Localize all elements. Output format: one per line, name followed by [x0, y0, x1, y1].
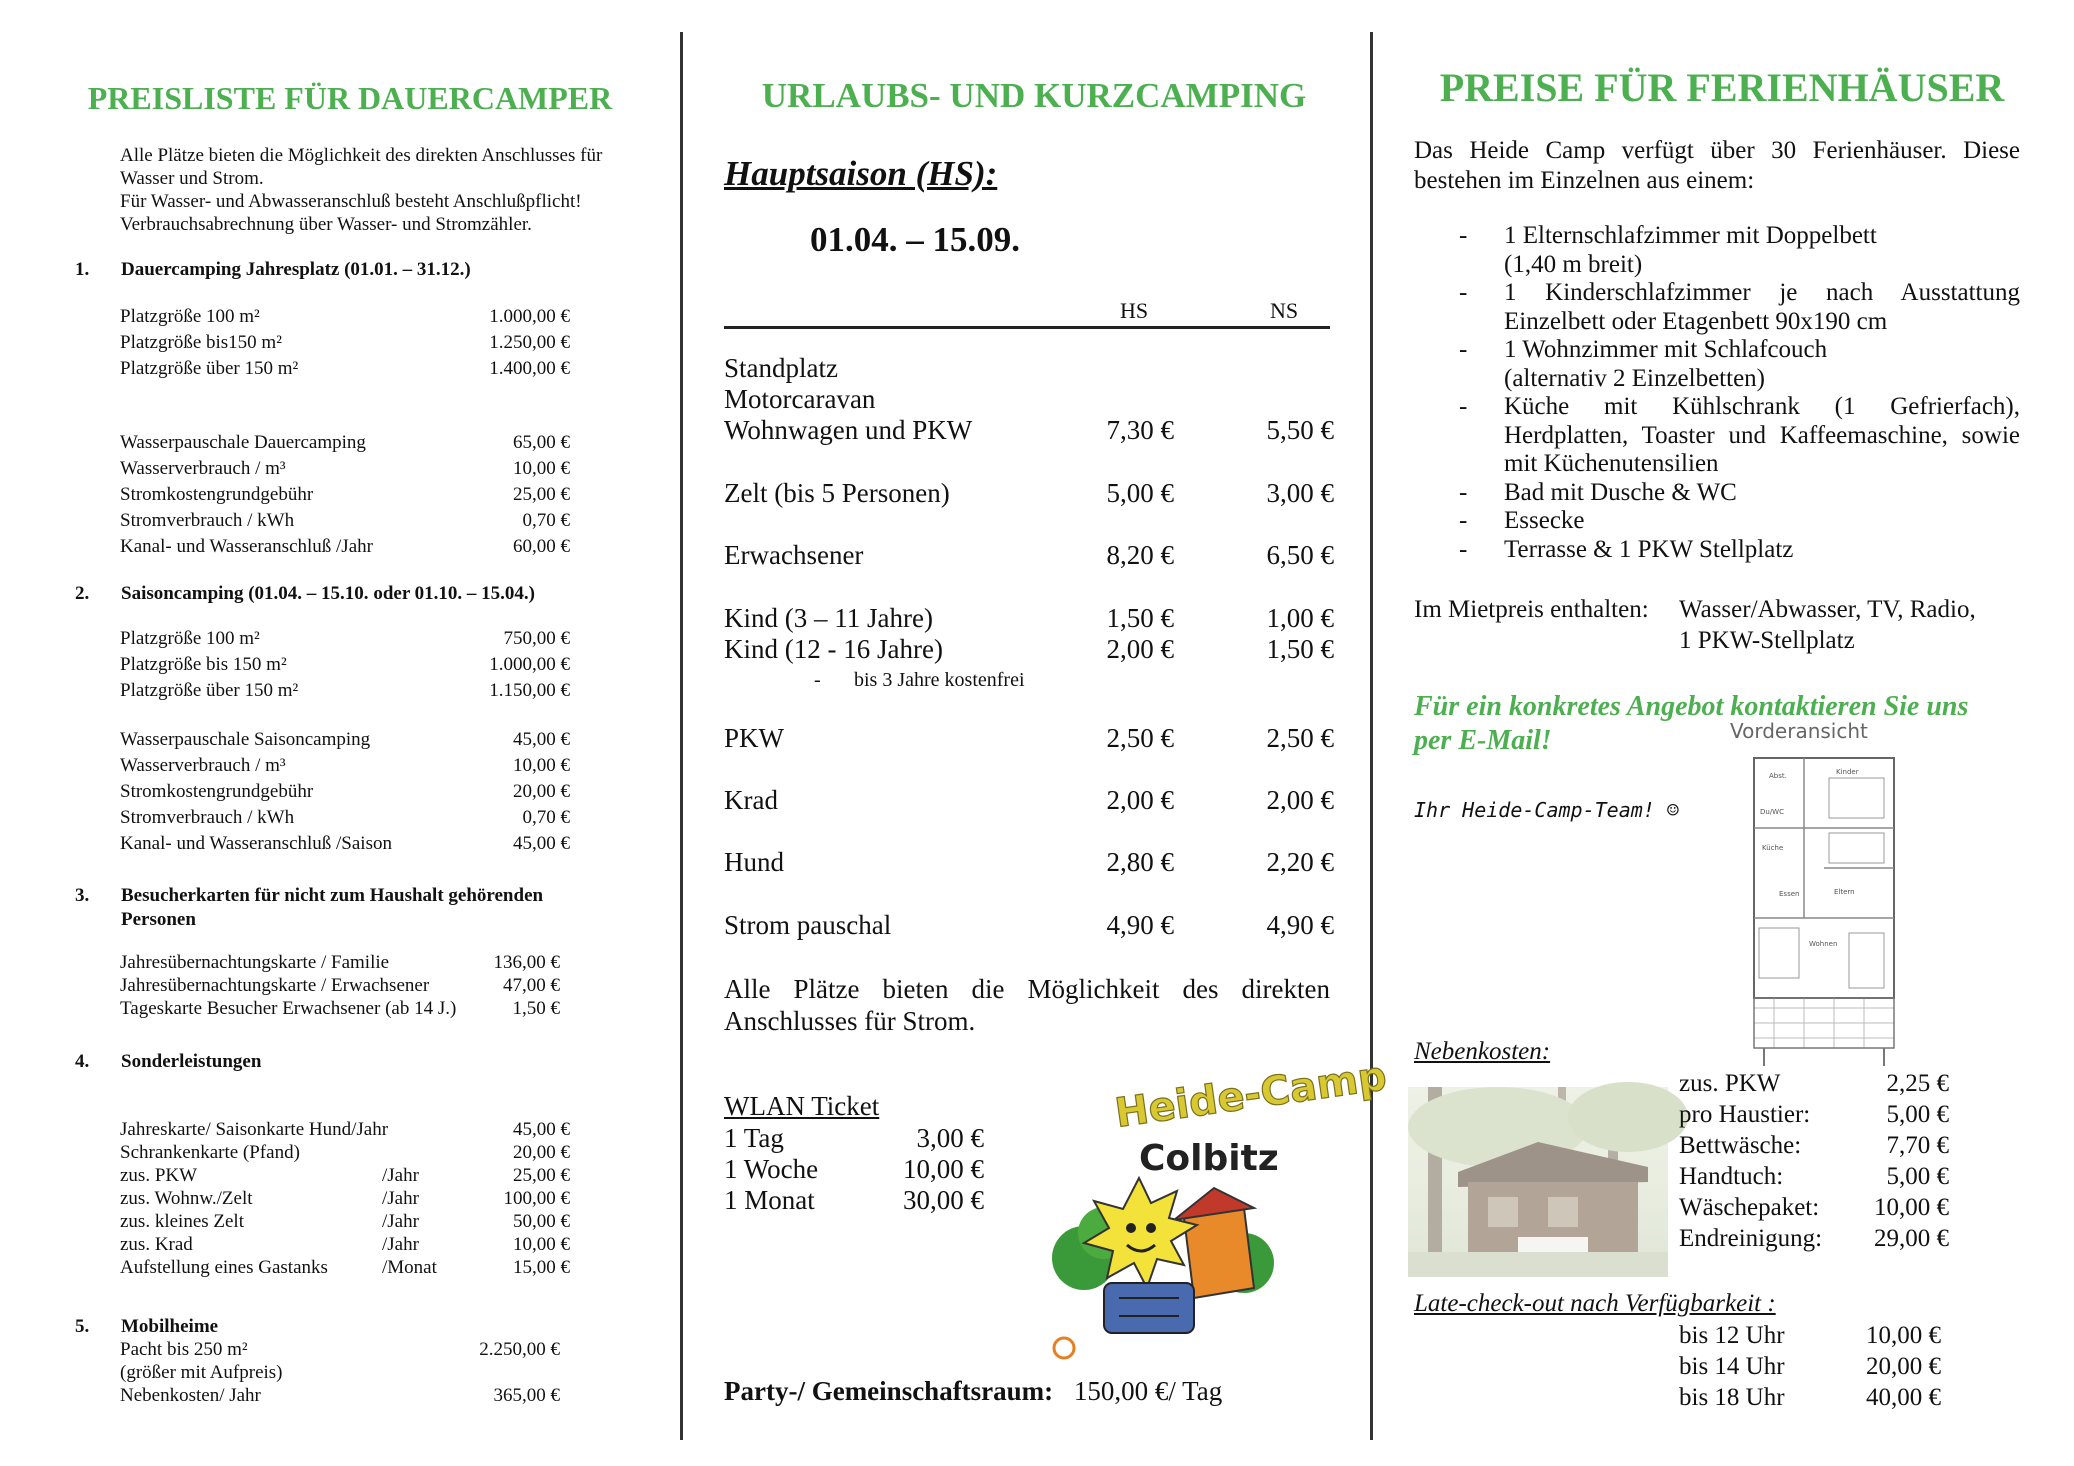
table-row	[724, 909, 1344, 941]
item-label: Stromverbrauch / kWh	[120, 510, 295, 531]
note-line: Anschlusses für Strom.	[724, 1006, 976, 1036]
floor-plan-graphic	[1724, 718, 1924, 1078]
item-label: Kanal- und Wasseranschluß /Saison	[120, 833, 392, 854]
item-label: Pacht bis 250 m²	[120, 1339, 248, 1360]
item-label: Jahresübernachtungskarte / Erwachsener	[120, 975, 430, 996]
item-price: 25,00 €	[513, 1165, 570, 1186]
logo-text-colbitz: Colbitz	[1139, 1138, 1279, 1179]
price-ns: 3,00 €	[1266, 478, 1334, 508]
table-row	[724, 722, 1344, 754]
intro-line: Für Wasser- und Abwasseranschluß besteht Anschlußpflicht!	[120, 191, 582, 212]
late-price: 10,00 €	[1866, 1322, 1941, 1349]
price-hs: 4,90 €	[1106, 910, 1174, 940]
price-list-jahresplatz-nebenkosten	[120, 431, 570, 561]
section-number: 5.	[75, 1316, 90, 1337]
item-label: Wasserpauschale Saisoncamping	[120, 729, 371, 750]
title-kurzcamping: URLAUBS- UND KURZCAMPING	[761, 76, 1307, 115]
row-label: Krad	[724, 785, 778, 815]
item-label: Platzgröße 100 m²	[120, 628, 260, 649]
title-ferienhaeuser: PREISE FÜR FERIENHÄUSER	[1439, 65, 2005, 110]
item-price: 10,00 €	[513, 1234, 570, 1255]
cabin-graphic	[1408, 1087, 1668, 1277]
item-price: 10,00 €	[513, 755, 570, 776]
fee-price: 5,00 €	[1886, 1163, 1949, 1190]
team-signature: Ihr Heide-Camp-Team! ☺	[1414, 798, 1679, 822]
item-price: 0,70 €	[522, 807, 570, 828]
late-price: 40,00 €	[1866, 1384, 1941, 1411]
wlan-duration: 1 Monat	[724, 1185, 815, 1215]
contact-note: Für ein konkretes Angebot kontaktieren Sie uns per E-Mail!	[1414, 691, 1969, 756]
nebenkosten-title: Nebenkosten:	[1414, 1038, 1551, 1065]
list-item: - Bad mit Dusche & WC	[1459, 478, 1737, 506]
plan-label-kinder: Kinder	[1836, 768, 1859, 776]
table-row	[724, 633, 1344, 665]
late-checkout-list	[1679, 1322, 1941, 1415]
item-label: Tageskarte Besucher Erwachsener (ab 14 J.)	[120, 998, 457, 1019]
table-row	[724, 846, 1344, 878]
party-room	[724, 1375, 1344, 1407]
wlan-price: 30,00 €	[903, 1185, 984, 1215]
season-dates: 01.04. – 15.09.	[810, 220, 1020, 259]
floor-plan	[1724, 718, 1924, 1078]
row-label: Wohnwagen und PKW	[724, 415, 973, 445]
item-period: /Jahr	[382, 1188, 419, 1209]
section-number: 1.	[75, 259, 90, 280]
party-label: Party-/ Gemeinschaftsraum:	[724, 1376, 1054, 1406]
item-price: 1.150,00 €	[489, 680, 570, 701]
item-label: Stromkostengrundgebühr	[120, 781, 314, 802]
cabin-photo	[1408, 1087, 1668, 1277]
fee-label: pro Haustier:	[1679, 1101, 1811, 1128]
item-label: zus. kleines Zelt	[120, 1211, 244, 1232]
section-title: Mobilheime	[121, 1316, 219, 1337]
price-ns: 1,00 €	[1266, 603, 1334, 633]
fee-label: zus. PKW	[1679, 1070, 1781, 1097]
late-time: bis 14 Uhr	[1679, 1353, 1785, 1380]
item-price: 1.400,00 €	[489, 358, 570, 379]
item-label: Aufstellung eines Gastanks	[120, 1257, 328, 1278]
floor-plan-title: Vorderansicht	[1730, 719, 1868, 743]
item-price: 25,00 €	[513, 484, 570, 505]
late-price: 20,00 €	[1866, 1353, 1941, 1380]
price-list-sonderleistungen	[120, 1118, 570, 1279]
row-label: Erwachsener	[724, 540, 864, 570]
section-jahresplatz	[75, 258, 635, 284]
section-sonderleistungen	[75, 1050, 655, 1074]
item-label: Wasserverbrauch / m³	[120, 458, 286, 479]
table-row	[724, 539, 1344, 571]
price-ns: 5,50 €	[1266, 415, 1334, 445]
item-price: 60,00 €	[513, 536, 570, 557]
item-label: Jahresübernachtungskarte / Familie	[120, 952, 390, 973]
price-ns: 2,20 €	[1266, 847, 1334, 877]
price-hs: 1,50 €	[1106, 603, 1174, 633]
item-price: 50,00 €	[513, 1211, 570, 1232]
intro-ferienhaeuser: Das Heide Camp verfügt über 30 Ferienhäuser. Diese bestehen im Einzelnen aus einem:	[1414, 137, 2020, 194]
price-list-saisoncamping-nebenkosten	[120, 728, 570, 858]
included-value: Wasser/Abwasser, TV, Radio, 1 PKW-Stellplatz	[1679, 596, 1976, 654]
fee-price: 10,00 €	[1874, 1194, 1949, 1221]
note-line: Alle Plätze bieten die Möglichkeit des direkten	[724, 974, 1330, 1004]
plan-label-kueche: Küche	[1762, 844, 1784, 852]
section-title: Dauercamping Jahresplatz (01.01. – 31.12.)	[121, 259, 471, 280]
column-divider-right	[1370, 32, 1373, 1440]
price-ns: 2,00 €	[1266, 785, 1334, 815]
row-label: Kind (3 – 11 Jahre)	[724, 603, 933, 633]
feature-list	[1414, 222, 2020, 564]
section-title: Besucherkarten für nicht zum Haushalt gehörenden	[121, 885, 544, 906]
late-time: bis 12 Uhr	[1679, 1322, 1785, 1349]
row-label: Hund	[724, 847, 784, 877]
intro-dauercamper	[120, 144, 680, 236]
table-header	[724, 298, 1330, 329]
section-title: Saisoncamping (01.04. – 15.10. oder 01.10. – 15.04.)	[121, 583, 535, 604]
fee-price: 7,70 €	[1886, 1132, 1949, 1159]
item-label: Platzgröße über 150 m²	[120, 680, 299, 701]
item-price: 1,50 €	[512, 998, 560, 1019]
wlan-section	[724, 1090, 984, 1215]
row-label: Strom pauschal	[724, 910, 892, 940]
price-hs: 8,20 €	[1106, 540, 1174, 570]
item-label: Kanal- und Wasseranschluß /Jahr	[120, 536, 373, 557]
category-label: Standplatz	[724, 353, 838, 383]
item-label: zus. PKW	[120, 1165, 198, 1186]
price-hs: 7,30 €	[1106, 415, 1174, 445]
item-label: Wasserverbrauch / m³	[120, 755, 286, 776]
intro-line: Wasser und Strom.	[120, 168, 264, 189]
heide-camp-logo	[1044, 1053, 1390, 1363]
table-row	[724, 477, 1344, 509]
item-price: 45,00 €	[513, 833, 570, 854]
item-price: 136,00 €	[493, 952, 560, 973]
price-list-mobilheime	[120, 1338, 560, 1407]
column-hs-header: HS	[1120, 298, 1149, 323]
list-item: - Küche mit Kühlschrank (1 Gefrierfach), Herdplatten, Toaster und Kaffeemaschine, sowie mit Küchenutensilien	[1459, 393, 2020, 477]
price-hs: 2,80 €	[1106, 847, 1174, 877]
section-title-cont: Personen	[121, 909, 196, 930]
fee-label: Handtuch:	[1679, 1163, 1784, 1190]
section-number: 3.	[75, 885, 90, 906]
section-mobilheime	[75, 1315, 655, 1339]
wlan-title: WLAN Ticket	[724, 1091, 880, 1121]
section-title: Sonderleistungen	[121, 1051, 262, 1072]
column-divider-left	[680, 32, 683, 1440]
price-hs: 2,00 €	[1106, 785, 1174, 815]
item-label: Platzgröße bis 150 m²	[120, 654, 287, 675]
price-hs: 2,00 €	[1106, 634, 1174, 664]
item-price: 20,00 €	[513, 1142, 570, 1163]
price-ns: 6,50 €	[1266, 540, 1334, 570]
plan-label-abst: Abst.	[1769, 772, 1787, 780]
item-period: /Jahr	[382, 1234, 419, 1255]
intro-line: Verbrauchsabrechnung über Wasser- und Stromzähler.	[120, 214, 532, 235]
price-ns: 2,50 €	[1266, 723, 1334, 753]
item-period: /Jahr	[382, 1165, 419, 1186]
nebenkosten-list	[1679, 1070, 1949, 1256]
price-hs: 5,00 €	[1106, 478, 1174, 508]
list-item: - 1 Wohnzimmer mit Schlafcouch (alternativ 2 Einzelbetten)	[1459, 336, 1828, 392]
item-price: 1.000,00 €	[489, 306, 570, 327]
item-label: (größer mit Aufpreis)	[120, 1362, 283, 1383]
section-number: 4.	[75, 1051, 90, 1072]
section-saisoncamping	[75, 582, 655, 608]
logo-graphic	[1044, 1053, 1390, 1363]
list-item: - 1 Elternschlafzimmer mit Doppelbett (1,40 m breit)	[1459, 222, 1877, 278]
item-label: Schrankenkarte (Pfand)	[120, 1142, 300, 1163]
price-list-jahresplatz	[120, 305, 570, 383]
item-price: 20,00 €	[513, 781, 570, 802]
item-price: 10,00 €	[513, 458, 570, 479]
strom-note	[724, 973, 1330, 1037]
item-label: Jahreskarte/ Saisonkarte Hund/Jahr	[120, 1119, 389, 1140]
free-note-text: bis 3 Jahre kostenfrei	[854, 669, 1025, 691]
price-ns: 4,90 €	[1266, 910, 1334, 940]
table-row	[724, 414, 1344, 446]
wlan-duration: 1 Tag	[724, 1123, 784, 1153]
plan-label-wohnen: Wohnen	[1809, 940, 1838, 948]
item-price: 100,00 €	[503, 1188, 570, 1209]
price-ns: 1,50 €	[1266, 634, 1334, 664]
free-note-dash: -	[814, 669, 821, 691]
item-price: 65,00 €	[513, 432, 570, 453]
item-price: 15,00 €	[513, 1257, 570, 1278]
price-hs: 2,50 €	[1106, 723, 1174, 753]
item-period: /Monat	[382, 1257, 437, 1278]
section-number: 2.	[75, 583, 90, 604]
column-ns-header: NS	[1270, 298, 1299, 323]
season-heading: Hauptsaison (HS):	[724, 154, 998, 193]
item-price: 0,70 €	[522, 510, 570, 531]
row-label: Kind (12 - 16 Jahre)	[724, 634, 943, 664]
item-label: Stromkostengrundgebühr	[120, 484, 314, 505]
fee-label: Endreinigung:	[1679, 1225, 1823, 1252]
included-label: Im Mietpreis enthalten:	[1414, 596, 1649, 623]
item-price: 2.250,00 €	[479, 1339, 560, 1360]
wlan-price: 10,00 €	[903, 1154, 984, 1184]
row-label: Zelt (bis 5 Personen)	[724, 478, 950, 508]
item-label: Nebenkosten/ Jahr	[120, 1385, 261, 1406]
list-item: - Terrasse & 1 PKW Stellplatz	[1459, 535, 1794, 563]
category-label: Motorcaravan	[724, 384, 876, 414]
price-list-besucherkarten	[120, 951, 560, 1020]
wlan-duration: 1 Woche	[724, 1154, 819, 1184]
item-label: zus. Krad	[120, 1234, 193, 1255]
table-row	[724, 784, 1344, 816]
plan-label-eltern: Eltern	[1834, 888, 1855, 896]
fee-price: 2,25 €	[1886, 1070, 1949, 1097]
table-row	[724, 602, 1344, 634]
section-besucherkarten	[75, 884, 655, 932]
list-item: - Essecke	[1459, 507, 1585, 534]
item-price: 365,00 €	[493, 1385, 560, 1406]
item-price: 45,00 €	[513, 1119, 570, 1140]
item-label: Platzgröße bis150 m²	[120, 332, 282, 353]
party-price: 150,00 €/ Tag	[1073, 1376, 1223, 1406]
wlan-price: 3,00 €	[916, 1123, 984, 1153]
row-label: PKW	[724, 723, 784, 753]
item-price: 1.250,00 €	[489, 332, 570, 353]
fee-label: Bettwäsche:	[1679, 1132, 1802, 1159]
late-checkout-title: Late-check-out nach Verfügbarkeit :	[1414, 1290, 1776, 1317]
item-label: Platzgröße über 150 m²	[120, 358, 299, 379]
item-period: /Jahr	[382, 1211, 419, 1232]
price-list-saisoncamping	[120, 627, 570, 705]
list-item: - 1 Kinderschlafzimmer je nach Ausstattung Einzelbett oder Etagenbett 90x190 cm	[1459, 279, 2020, 335]
item-price: 1.000,00 €	[489, 654, 570, 675]
item-price: 45,00 €	[513, 729, 570, 750]
item-price: 47,00 €	[503, 975, 560, 996]
title-dauercamper: PREISLISTE FÜR DAUERCAMPER	[87, 80, 613, 116]
late-time: bis 18 Uhr	[1679, 1384, 1785, 1411]
item-label: Stromverbrauch / kWh	[120, 807, 295, 828]
item-price: 750,00 €	[503, 628, 570, 649]
plan-label-dusche: Du/WC	[1760, 808, 1784, 816]
fee-label: Wäschepaket:	[1679, 1194, 1820, 1221]
plan-label-essen: Essen	[1779, 890, 1800, 898]
item-label: Platzgröße 100 m²	[120, 306, 260, 327]
item-label: zus. Wohnw./Zelt	[120, 1188, 253, 1209]
intro-line: Alle Plätze bieten die Möglichkeit des direkten Anschlusses für	[120, 145, 603, 166]
fee-price: 29,00 €	[1874, 1225, 1949, 1252]
fee-price: 5,00 €	[1886, 1101, 1949, 1128]
item-label: Wasserpauschale Dauercamping	[120, 432, 366, 453]
logo-text-heide-camp: Heide-Camp	[1112, 1053, 1390, 1137]
